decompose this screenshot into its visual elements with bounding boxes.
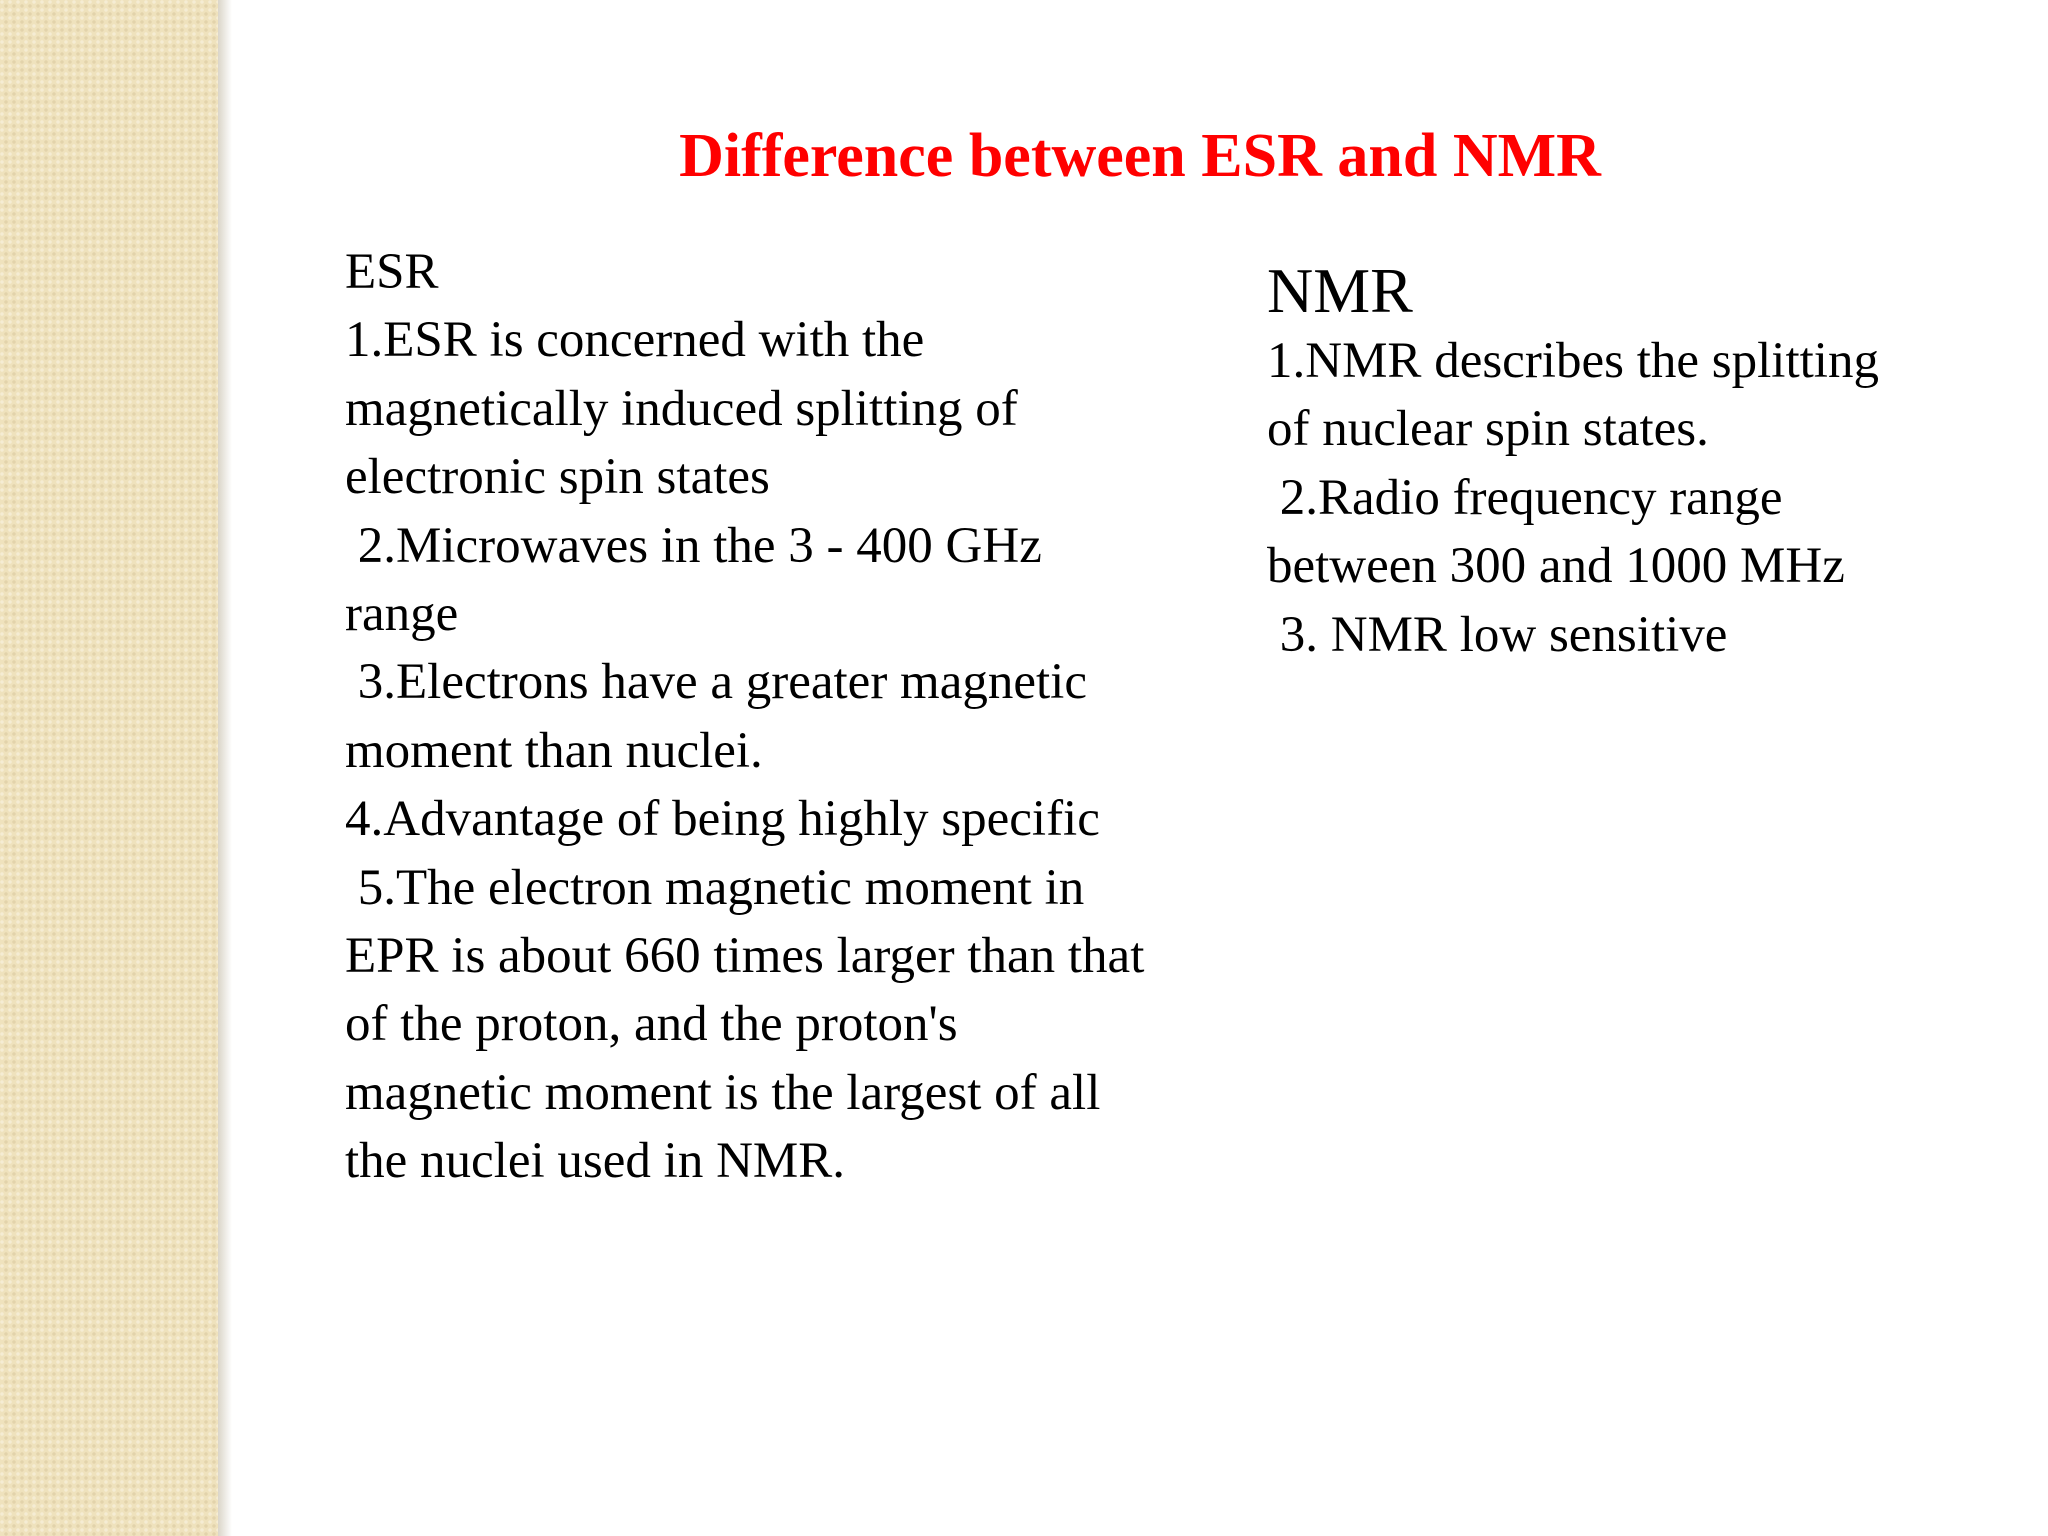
- nmr-line: between 300 and 1000 MHz: [1267, 538, 1845, 595]
- esr-line: 4.Advantage of being highly specific: [345, 791, 1100, 848]
- esr-line: EPR is about 660 times larger than that: [345, 928, 1145, 985]
- nmr-heading: NMR: [1267, 255, 1413, 326]
- esr-line: the nuclei used in NMR.: [345, 1133, 846, 1190]
- esr-line: range: [345, 586, 459, 643]
- esr-line: of the proton, and the proton's: [345, 996, 958, 1053]
- esr-line: magnetic moment is the largest of all: [345, 1064, 1101, 1121]
- esr-line: 1.ESR is concerned with the: [345, 312, 925, 369]
- esr-line: magnetically induced splitting of: [345, 380, 1018, 437]
- slide-title: Difference between ESR and NMR: [679, 122, 1601, 190]
- nmr-line: of nuclear spin states.: [1267, 401, 1709, 458]
- nmr-line: 1.NMR describes the splitting: [1267, 333, 1879, 389]
- esr-line: moment than nuclei.: [345, 722, 763, 779]
- esr-line: 5.The electron magnetic moment in: [345, 859, 1085, 916]
- esr-line: 2.Microwaves in the 3 - 400 GHz: [345, 517, 1042, 574]
- esr-heading: ESR: [345, 244, 439, 300]
- nmr-line: 2.Radio frequency range: [1267, 469, 1783, 526]
- side-band-shadow: [218, 0, 232, 1536]
- nmr-column: [1267, 255, 2037, 669]
- esr-line: electronic spin states: [345, 449, 770, 506]
- esr-line: 3.Electrons have a greater magnetic: [345, 654, 1087, 711]
- nmr-line: 3. NMR low sensitive: [1267, 606, 1728, 663]
- esr-column: [345, 238, 1245, 1196]
- decorative-side-band: [0, 0, 218, 1536]
